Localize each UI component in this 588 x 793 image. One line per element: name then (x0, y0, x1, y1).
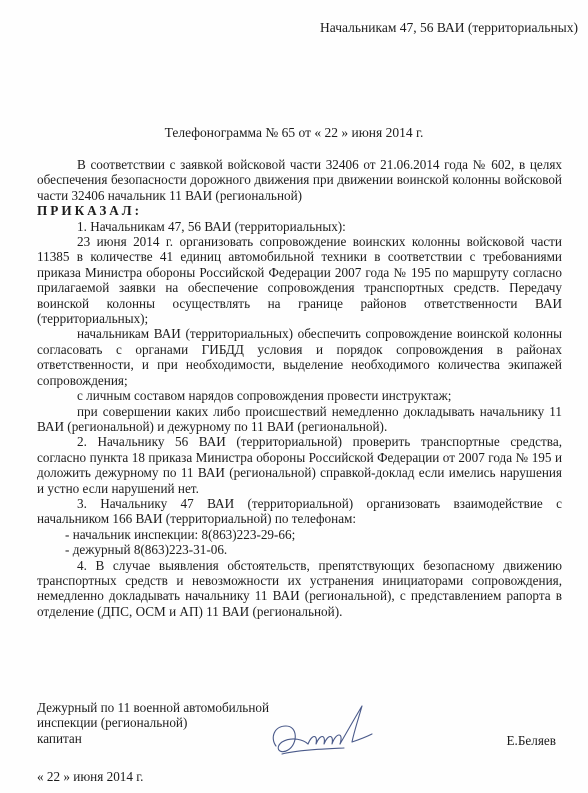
sign-date: « 22 » июня 2014 г. (37, 769, 144, 784)
item-1-heading: 1. Начальникам 47, 56 ВАИ (территориальных): (77, 218, 346, 234)
handwritten-signature (268, 700, 378, 762)
phone-duty: - дежурный 8(863)223-31-06. (65, 542, 228, 558)
signatory-block (37, 700, 269, 746)
item-1-c: с личным составом нарядов сопровождения провести инструктаж; (77, 388, 452, 404)
intro-paragraph: В соответствии с заявкой войсковой части 32406 от 21.06.2014 года № 602, в целях обеспечения безопасности дорожного движения при движении воинской колонны войсковой части 32406 начальник 11 ВАИ (региональной) (37, 157, 562, 203)
item-2: 2. Начальнику 56 ВАИ (территориальной) проверить транспортные средства, согласно пункта 18 приказа Министра обороны Российской Федерации от 2007 года № 195 и доложить дежурному по 11 ВАИ (региональной) справкой-доклад если имелись нарушения и устно если нарушений нет. (37, 434, 562, 496)
item-4: 4. В случае выявления обстоятельств, препятствующих безопасному движению транспортных средств и невозможности их устранения инициаторами сопровождения, немедленно докладывать начальнику 11 ВАИ (региональной), с представлением рапорта в отделение (ДПС, ОСМ и АП) 11 ВАИ (региональной). (37, 557, 562, 619)
phone-chief: - начальник инспекции: 8(863)223-29-66; (65, 526, 296, 542)
signatory-line-1: Дежурный по 11 военной автомобильной (37, 700, 270, 715)
item-1-b: начальникам ВАИ (территориальных) обеспечить сопровождение воинской колонны согласовать с органами ГИБДД условия и порядок сопровождения в районах ответственности, и при необходимости, выделение необходимого количества экипажей сопровождения; (37, 326, 562, 388)
signatory-rank: капитан (37, 730, 82, 746)
item-3: 3. Начальнику 47 ВАИ (территориальной) организовать взаимодействие с начальником 166 ВАИ (территориальной) по телефонам: (37, 495, 562, 527)
addressee: Начальникам 47, 56 ВАИ (территориальных) (320, 20, 578, 35)
item-1-d: при совершении каких либо происшествий немедленно докладывать начальнику 11 ВАИ (региональной) и дежурному по 11 ВАИ (региональной). (37, 403, 562, 434)
order-word: ПРИКАЗАЛ: (37, 203, 143, 219)
item-1-a: 23 июня 2014 г. организовать сопровождение воинских колонны войсковой части 11385 в количестве 41 единиц автомобильной техники в соответствии с требованиями приказа Министра обороны Российской Федерации 2007 года № 195 по маршруту согласно прилагаемой заявки на обеспечение сопровождения транспортных средств. Передачу воинской колонны осуществлять на границе районов ответственности ВАИ (территориальных); (37, 234, 562, 327)
signatory-line-2: инспекции (региональной) (37, 715, 188, 731)
document-body (37, 157, 562, 619)
document-title: Телефонограмма № 65 от « 22 » июня 2014 г. (164, 125, 424, 140)
signer-name: Е.Беляев (506, 733, 556, 748)
